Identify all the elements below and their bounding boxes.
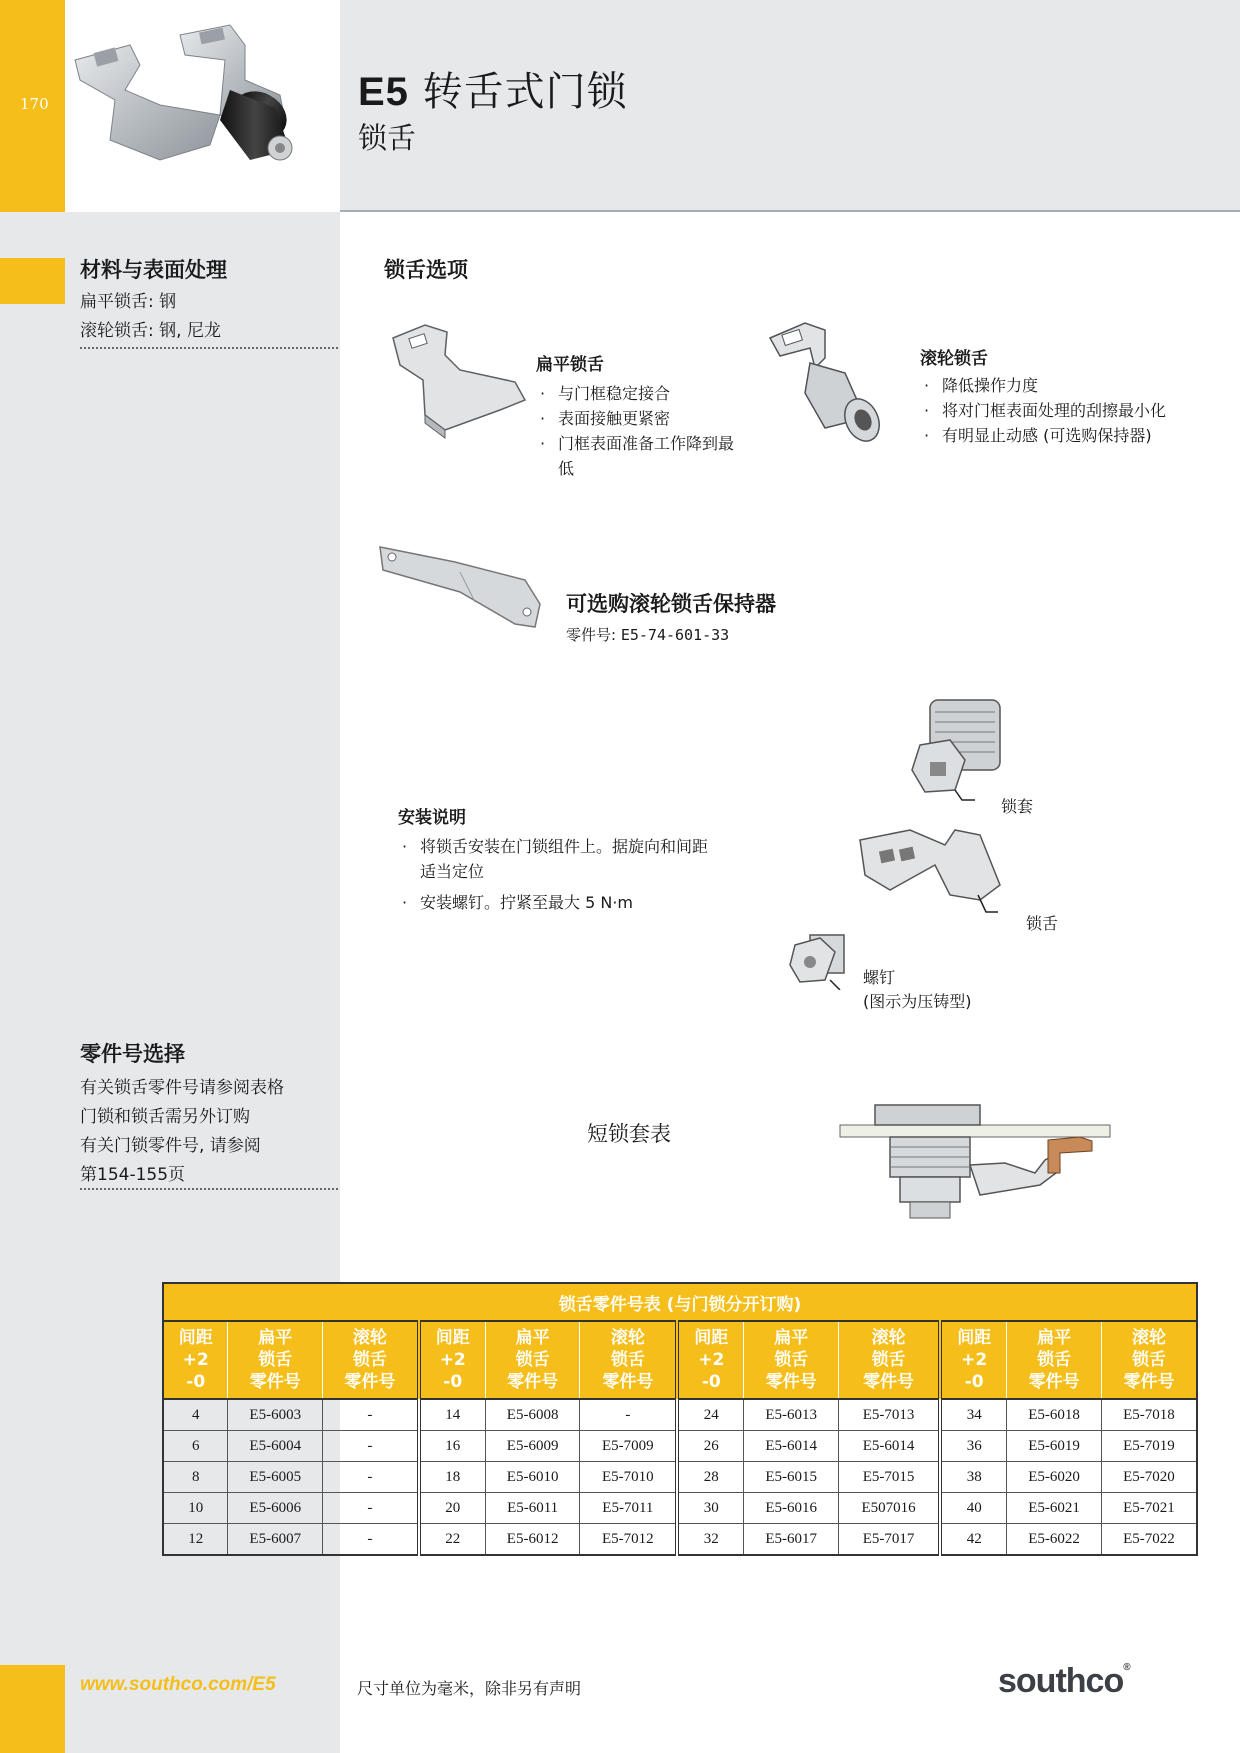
roller-part-cell: E5-7010 (580, 1462, 677, 1493)
roller-part-cell: E5-7018 (1101, 1399, 1197, 1431)
column-header-line: +2 (698, 1350, 725, 1370)
column-header-line: 零件号 (765, 1372, 817, 1392)
column-header-line: 间距 (435, 1328, 470, 1348)
sidebar-accent-tab (0, 258, 65, 304)
column-header (323, 1321, 419, 1399)
label-screw-name: 螺钉 (863, 968, 896, 987)
column-header (485, 1321, 580, 1399)
flat-cam-bullet: · 表面接触更紧密 (536, 406, 736, 431)
header-cam-illustration (70, 20, 335, 190)
spacing-cell: 16 (419, 1431, 486, 1462)
column-header-line: 扁平 (1037, 1328, 1072, 1348)
flat-part-cell: E5-6019 (1007, 1431, 1102, 1462)
roller-cam-bullet: · 将对门框表面处理的刮擦最小化 (920, 398, 1220, 423)
column-header-line: 锁舌 (352, 1350, 387, 1370)
roller-part-cell: E5-7019 (1101, 1431, 1197, 1462)
flat-part-cell: E5-6011 (485, 1493, 580, 1524)
materials-section (80, 254, 338, 346)
column-header (228, 1321, 323, 1399)
flat-cam-bullet: · 门框表面准备工作降到最低 (536, 431, 736, 481)
footer-accent-strip (0, 1665, 65, 1753)
flat-part-cell: E5-6018 (1007, 1399, 1102, 1431)
spacing-cell: 42 (940, 1524, 1007, 1556)
column-header-line: 锁舌 (515, 1350, 550, 1370)
spacing-cell: 40 (940, 1493, 1007, 1524)
column-header (1101, 1321, 1197, 1399)
page-subtitle: 锁舌 (358, 121, 417, 155)
retainer-block (566, 588, 886, 645)
flat-part-cell: E5-6008 (485, 1399, 580, 1431)
footer-url[interactable]: www.southco.com/E5 (80, 1674, 276, 1695)
page-number: 170 (20, 95, 49, 113)
column-header (419, 1321, 486, 1399)
column-header-line: 滚轮 (871, 1328, 906, 1348)
column-header-line: 零件号 (1028, 1372, 1080, 1392)
roller-part-cell: E5-7015 (839, 1462, 941, 1493)
roller-part-cell: E5-7013 (839, 1399, 941, 1431)
brand-logo: southco® (998, 1662, 1130, 1700)
spacing-cell: 14 (419, 1399, 486, 1431)
part-selection-divider (80, 1188, 338, 1190)
part-selection-line: 门锁和锁舌需另外订购 (80, 1107, 250, 1127)
flat-part-cell: E5-6013 (744, 1399, 839, 1431)
flat-part-cell: E5-6003 (228, 1399, 323, 1431)
flat-part-cell: E5-6021 (1007, 1493, 1102, 1524)
exploded-assembly-illustration (780, 690, 1050, 990)
part-selection-line: 有关门锁零件号, 请参阅 (80, 1136, 261, 1156)
flat-part-cell: E5-6010 (485, 1462, 580, 1493)
column-header-line: 零件号 (863, 1372, 915, 1392)
roller-part-cell: E5-7020 (1101, 1462, 1197, 1493)
part-selection-section (80, 1038, 338, 1190)
roller-part-cell: - (323, 1493, 419, 1524)
part-selection-line: 第154-155页 (80, 1165, 186, 1185)
spacing-cell: 10 (163, 1493, 228, 1524)
retainer-title: 可选购滚轮锁舌保持器 (566, 592, 776, 616)
column-header-line: -0 (186, 1372, 206, 1392)
spacing-cell: 8 (163, 1462, 228, 1493)
spacing-cell: 24 (677, 1399, 744, 1431)
column-header-line: 扁平 (258, 1328, 293, 1348)
flat-part-cell: E5-6006 (228, 1493, 323, 1524)
retainer-part-number: E5-74-601-33 (620, 626, 730, 644)
label-housing: 锁套 (1001, 797, 1034, 816)
column-header (839, 1321, 941, 1399)
column-header (163, 1321, 228, 1399)
roller-part-cell: E5-6014 (839, 1431, 941, 1462)
label-screw-note: (图示为压铸型) (863, 992, 972, 1011)
roller-part-cell: E5-7011 (580, 1493, 677, 1524)
roller-part-cell: - (580, 1399, 677, 1431)
roller-part-cell: E5-7022 (1101, 1524, 1197, 1556)
table-row (163, 1431, 1197, 1462)
column-header-line: 扁平 (774, 1328, 809, 1348)
spacing-cell: 30 (677, 1493, 744, 1524)
flat-part-cell: E5-6016 (744, 1493, 839, 1524)
column-header-line: 零件号 (1123, 1372, 1175, 1392)
roller-cam-illustration (765, 318, 905, 453)
materials-line: 扁平锁舌: 钢 (80, 292, 177, 312)
flat-cam-block (536, 350, 736, 481)
part-selection-line: 有关锁舌零件号请参阅表格 (80, 1078, 284, 1098)
column-header-line: +2 (439, 1350, 466, 1370)
roller-cam-block (920, 344, 1220, 448)
spacing-cell: 12 (163, 1524, 228, 1556)
spacing-cell: 22 (419, 1524, 486, 1556)
column-header-line: 间距 (957, 1328, 992, 1348)
materials-divider (80, 347, 338, 349)
brand-logo-text: southco (998, 1662, 1124, 1700)
column-header-line: -0 (443, 1372, 463, 1392)
column-header-line: 扁平 (515, 1328, 550, 1348)
spacing-cell: 38 (940, 1462, 1007, 1493)
roller-part-cell: - (323, 1524, 419, 1556)
title-code: E5 (358, 70, 409, 114)
flat-part-cell: E5-6017 (744, 1524, 839, 1556)
flat-part-cell: E5-6014 (744, 1431, 839, 1462)
column-header-line: 锁舌 (774, 1350, 809, 1370)
part-selection-heading: 零件号选择 (80, 1042, 185, 1066)
column-header-line: -0 (701, 1372, 721, 1392)
roller-part-cell: E5-7012 (580, 1524, 677, 1556)
roller-part-cell: E507016 (839, 1493, 941, 1524)
spacing-cell: 34 (940, 1399, 1007, 1431)
flat-part-cell: E5-6012 (485, 1524, 580, 1556)
column-header-line: 滚轮 (610, 1328, 645, 1348)
column-header-line: 滚轮 (352, 1328, 387, 1348)
install-bullet: · 将锁舌安装在门锁组件上。据旋向和间距适当定位 (398, 834, 718, 884)
column-header (940, 1321, 1007, 1399)
install-bullet: · 安装螺钉。拧紧至最大 5 N·m (398, 890, 718, 915)
cam-part-number-table (162, 1282, 1198, 1556)
flat-cam-title: 扁平锁舌 (536, 355, 604, 375)
table-row (163, 1399, 1197, 1431)
flat-part-cell: E5-6009 (485, 1431, 580, 1462)
roller-part-cell: - (323, 1462, 419, 1493)
short-lock-section-illustration (830, 1095, 1120, 1225)
flat-part-cell: E5-6005 (228, 1462, 323, 1493)
roller-part-cell: E5-7021 (1101, 1493, 1197, 1524)
table-row (163, 1462, 1197, 1493)
flat-part-cell: E5-6007 (228, 1524, 323, 1556)
column-header (677, 1321, 744, 1399)
roller-part-cell: E5-7017 (839, 1524, 941, 1556)
column-header-line: 滚轮 (1131, 1328, 1166, 1348)
roller-part-cell: - (323, 1431, 419, 1462)
table-row (163, 1493, 1197, 1524)
install-heading: 安装说明 (398, 808, 466, 828)
roller-cam-bullet: · 降低操作力度 (920, 373, 1220, 398)
materials-heading: 材料与表面处理 (80, 258, 227, 282)
column-header-line: 零件号 (344, 1372, 396, 1392)
roller-cam-bullet: · 有明显止动感 (可选购保持器) (920, 423, 1220, 448)
label-screw (863, 966, 972, 1014)
column-header-line: +2 (182, 1350, 209, 1370)
column-header (744, 1321, 839, 1399)
flat-part-cell: E5-6022 (1007, 1524, 1102, 1556)
column-header-line: 锁舌 (610, 1350, 645, 1370)
page-title (358, 60, 628, 117)
table-row (163, 1524, 1197, 1556)
install-block (398, 803, 718, 915)
spacing-cell: 20 (419, 1493, 486, 1524)
flat-cam-bullet: · 与门框稳定接合 (536, 381, 736, 406)
spacing-cell: 4 (163, 1399, 228, 1431)
column-header-line: 间距 (178, 1328, 213, 1348)
footer-note: 尺寸单位为毫米，除非另有声明 (357, 1679, 582, 1698)
retainer-part-line (566, 624, 886, 645)
column-header-line: -0 (964, 1372, 984, 1392)
column-header-line: 锁舌 (258, 1350, 293, 1370)
column-header-line: 零件号 (249, 1372, 301, 1392)
spacing-cell: 36 (940, 1431, 1007, 1462)
spacing-cell: 28 (677, 1462, 744, 1493)
spacing-cell: 6 (163, 1431, 228, 1462)
roller-cam-title: 滚轮锁舌 (920, 349, 988, 369)
column-header-line: 零件号 (507, 1372, 559, 1392)
column-header (580, 1321, 677, 1399)
label-cam: 锁舌 (1026, 914, 1059, 933)
spacing-cell: 18 (419, 1462, 486, 1493)
column-header-line: 间距 (694, 1328, 729, 1348)
table-header-row (163, 1321, 1197, 1399)
column-header-line: 锁舌 (1131, 1350, 1166, 1370)
roller-part-cell: - (323, 1399, 419, 1431)
spacing-cell: 26 (677, 1431, 744, 1462)
retainer-illustration (375, 532, 545, 632)
column-header-line: +2 (961, 1350, 988, 1370)
cam-options-heading: 锁舌选项 (384, 258, 468, 282)
spacing-cell: 32 (677, 1524, 744, 1556)
materials-line: 滚轮锁舌: 钢, 尼龙 (80, 321, 221, 341)
roller-part-cell: E5-7009 (580, 1431, 677, 1462)
retainer-part-label: 零件号: (566, 626, 621, 644)
flat-part-cell: E5-6020 (1007, 1462, 1102, 1493)
column-header-line: 锁舌 (871, 1350, 906, 1370)
column-header (1007, 1321, 1102, 1399)
title-text: 转舌式门锁 (422, 69, 628, 115)
column-header-line: 锁舌 (1037, 1350, 1072, 1370)
table-body (163, 1399, 1197, 1555)
short-lock-label: 短锁套表 (587, 1122, 671, 1146)
column-header-line: 零件号 (602, 1372, 654, 1392)
flat-part-cell: E5-6004 (228, 1431, 323, 1462)
flat-cam-illustration (385, 320, 530, 445)
flat-part-cell: E5-6015 (744, 1462, 839, 1493)
table-caption: 锁舌零件号表 (与门锁分开订购) (163, 1283, 1197, 1321)
